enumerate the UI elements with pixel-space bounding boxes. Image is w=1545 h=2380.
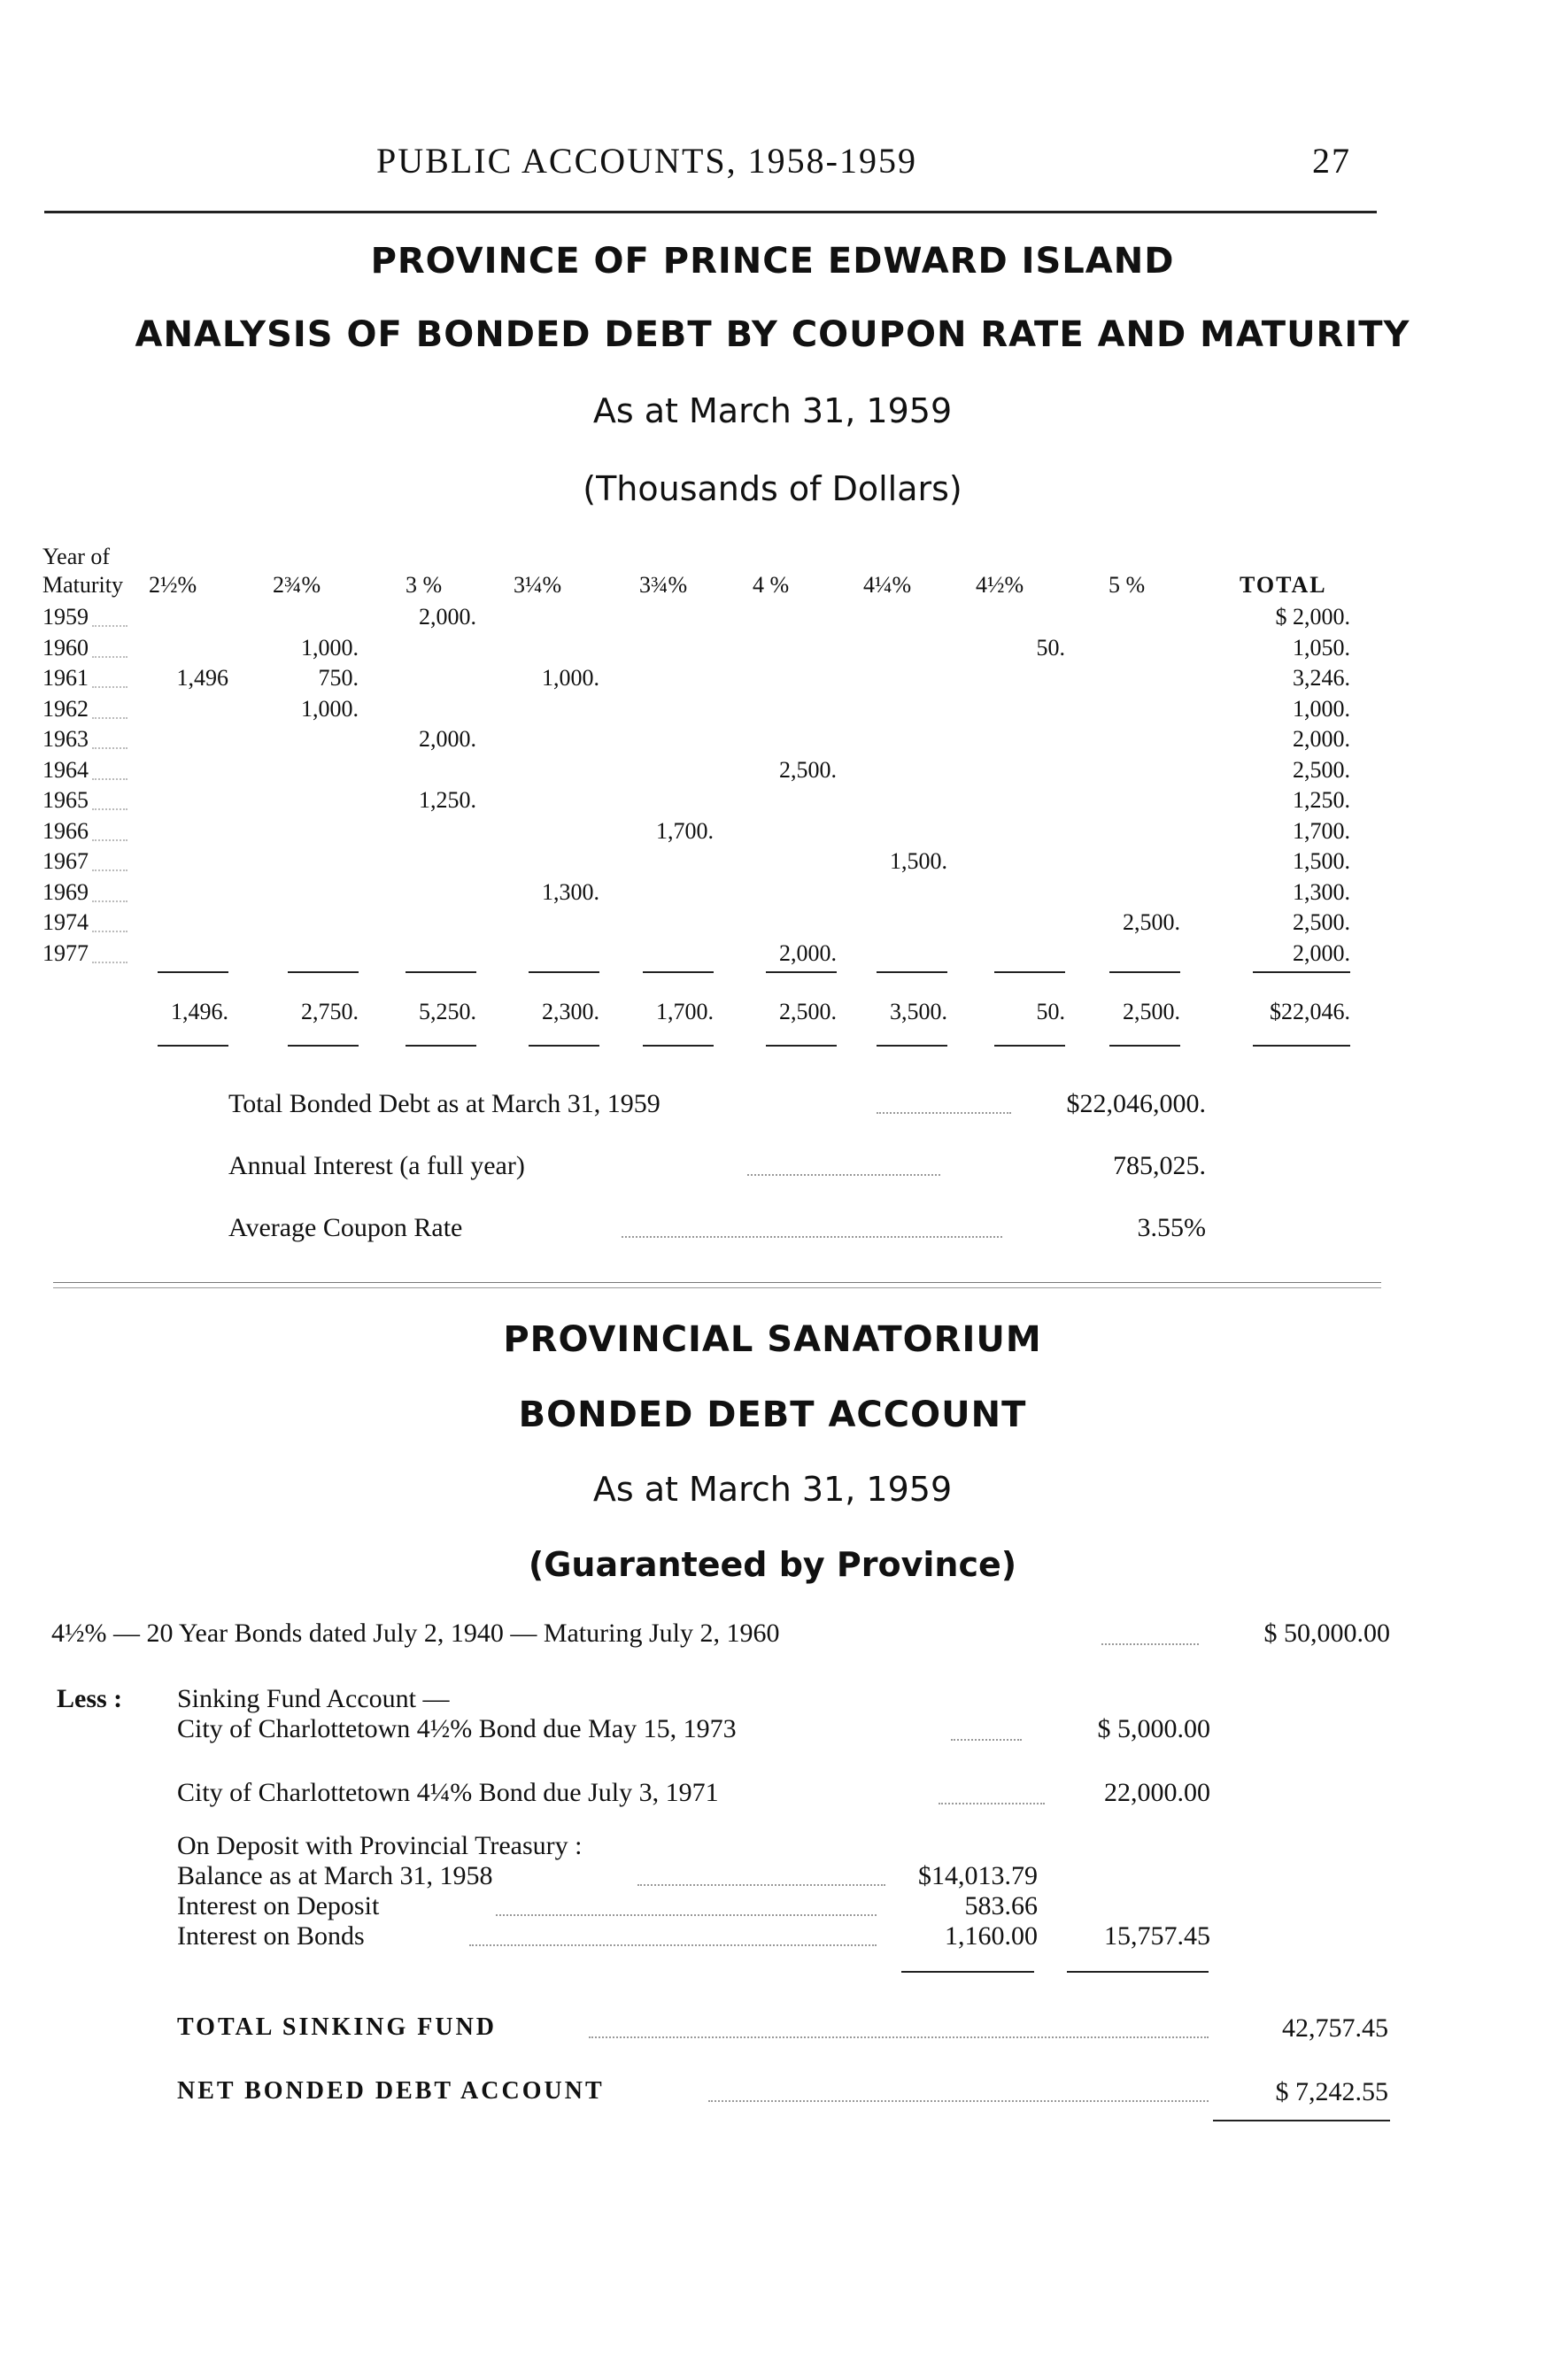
total-rule (766, 1045, 837, 1047)
table-cell: 2,500. (1123, 909, 1180, 935)
total-rule (877, 971, 947, 973)
table-cell: 2,500. (1293, 757, 1350, 783)
row-year: 1963 (42, 726, 89, 752)
sanatorium-title: PROVINCIAL SANATORIUM (503, 1319, 1042, 1360)
bonded-debt-account-title: BONDED DEBT ACCOUNT (518, 1395, 1027, 1435)
row-year: 1962 (42, 696, 89, 722)
dot-leader (92, 962, 127, 963)
column-header: TOTAL (1240, 572, 1327, 598)
total-rule (1109, 971, 1180, 973)
column-total: 2,500. (779, 999, 837, 1024)
table-cell: 2,000. (419, 726, 476, 752)
city-bond-2-value: 22,000.00 (1104, 1778, 1210, 1807)
table-cell: 2,000. (779, 940, 837, 966)
column-total: 2,300. (542, 999, 599, 1024)
dot-leader (92, 778, 127, 780)
row-year: 1965 (42, 787, 89, 813)
column-header: 3¾% (639, 572, 688, 598)
table-cell: 1,250. (419, 787, 476, 813)
dot-leader (747, 1174, 940, 1176)
total-sinking-fund-value: 42,757.45 (1282, 2013, 1388, 2043)
subtotal-rule (1067, 1971, 1209, 1973)
table-cell: 1,700. (656, 818, 714, 844)
row-year: 1961 (42, 665, 89, 691)
table-cell: 1,000. (1293, 696, 1350, 722)
table-cell: 50. (1036, 635, 1065, 661)
total-rule (288, 1045, 359, 1047)
average-coupon-rate-label: Average Coupon Rate (228, 1213, 463, 1242)
province-title: PROVINCE OF PRINCE EDWARD ISLAND (370, 241, 1175, 282)
dot-leader (92, 839, 127, 841)
dot-leader (92, 717, 127, 719)
column-total: $22,046. (1270, 999, 1350, 1024)
less-label: Less : (57, 1684, 123, 1713)
column-total: 3,500. (890, 999, 947, 1024)
balance-value: $14,013.79 (918, 1861, 1038, 1890)
total-bonded-debt-value: $22,046,000. (1066, 1089, 1206, 1118)
city-bond-1-label: City of Charlottetown 4½% Bond due May 15, 1973 (177, 1714, 737, 1743)
table-cell: 2,500. (779, 757, 837, 783)
dot-leader (637, 1884, 885, 1886)
total-rule (158, 1045, 228, 1047)
total-rule (158, 971, 228, 973)
total-rule (994, 971, 1065, 973)
dot-leader (92, 747, 127, 749)
dot-leader (92, 900, 127, 902)
table-cell: 2,500. (1293, 909, 1350, 935)
header-rule (44, 211, 1377, 213)
analysis-title: ANALYSIS OF BONDED DEBT BY COUPON RATE AND MATURITY (135, 314, 1410, 355)
net-bonded-debt-label: NET BONDED DEBT ACCOUNT (177, 2077, 605, 2105)
sinking-fund-label: Sinking Fund Account — (177, 1684, 450, 1713)
table-cell: 1,000. (301, 696, 359, 722)
total-rule (288, 971, 359, 973)
dot-leader (589, 2036, 1209, 2038)
column-total: 5,250. (419, 999, 476, 1024)
total-bonded-debt-label: Total Bonded Debt as at March 31, 1959 (228, 1089, 660, 1118)
total-rule (877, 1045, 947, 1047)
total-rule (643, 1045, 714, 1047)
bonds-description: 4½% — 20 Year Bonds dated July 2, 1940 — Maturing July 2, 1960 (51, 1619, 780, 1648)
row-year: 1960 (42, 635, 89, 661)
dot-leader (708, 2100, 1209, 2102)
dot-leader (951, 1739, 1022, 1741)
row-year: 1969 (42, 879, 89, 905)
row-year: 1974 (42, 909, 89, 935)
annual-interest-label: Annual Interest (a full year) (228, 1151, 525, 1180)
table-cell: 2,000. (419, 604, 476, 630)
total-rule (1109, 1045, 1180, 1047)
dot-leader (92, 656, 127, 658)
dot-leader (622, 1236, 1002, 1238)
table-cell: 1,250. (1293, 787, 1350, 813)
table-cell: 1,000. (542, 665, 599, 691)
total-rule (529, 1045, 599, 1047)
net-total-rule (1213, 2120, 1390, 2121)
section-divider (53, 1287, 1381, 1288)
year-of-label: Year of (42, 544, 111, 569)
table-cell: 1,496 (176, 665, 228, 691)
dot-leader (1101, 1643, 1199, 1645)
total-rule (406, 1045, 476, 1047)
table-cell: $ 2,000. (1275, 604, 1350, 630)
table-cell: 1,500. (1293, 848, 1350, 874)
annual-interest-value: 785,025. (1113, 1151, 1206, 1180)
total-rule (994, 1045, 1065, 1047)
column-total: 1,496. (171, 999, 228, 1024)
subtotal-rule (901, 1971, 1034, 1973)
column-total: 2,750. (301, 999, 359, 1024)
column-header: 4½% (976, 572, 1024, 598)
section-divider (53, 1282, 1381, 1283)
total-rule (766, 971, 837, 973)
total-sinking-fund-label: TOTAL SINKING FUND (177, 2013, 498, 2041)
guarantee-note: (Guaranteed by Province) (528, 1545, 1017, 1584)
column-header: 4 % (753, 572, 790, 598)
table-cell: 1,700. (1293, 818, 1350, 844)
row-year: 1967 (42, 848, 89, 874)
interest-on-deposit-value: 583.66 (964, 1891, 1038, 1920)
column-total: 1,700. (656, 999, 714, 1024)
dot-leader (92, 869, 127, 871)
dot-leader (92, 808, 127, 810)
net-bonded-debt-value: $ 7,242.55 (1275, 2077, 1388, 2106)
table-cell: 750. (318, 665, 359, 691)
table-cell: 1,000. (301, 635, 359, 661)
table-cell: 3,246. (1293, 665, 1350, 691)
dot-leader (496, 1914, 877, 1916)
dot-leader (469, 1944, 877, 1946)
average-coupon-rate-value: 3.55% (1137, 1213, 1206, 1242)
row-year: 1977 (42, 940, 89, 966)
deposit-label: On Deposit with Provincial Treasury : (177, 1831, 583, 1860)
column-header: 3 % (406, 572, 443, 598)
column-total: 2,500. (1123, 999, 1180, 1024)
page-number: 27 (1312, 141, 1351, 181)
dot-leader (92, 625, 127, 627)
table-cell: 1,050. (1293, 635, 1350, 661)
city-bond-2-label: City of Charlottetown 4¼% Bond due July 3, 1971 (177, 1778, 719, 1807)
total-rule (1253, 1045, 1350, 1047)
dot-leader (92, 931, 127, 932)
table-cell: 1,300. (1293, 879, 1350, 905)
dot-leader (939, 1803, 1045, 1804)
balance-label: Balance as at March 31, 1958 (177, 1861, 493, 1890)
deposit-total-value: 15,757.45 (1104, 1921, 1210, 1951)
city-bond-1-value: $ 5,000.00 (1097, 1714, 1210, 1743)
maturity-label: Maturity (42, 572, 123, 598)
sanatorium-date: As at March 31, 1959 (592, 1470, 953, 1509)
column-header: 2¾% (273, 572, 321, 598)
total-rule (529, 971, 599, 973)
interest-on-bonds-label: Interest on Bonds (177, 1921, 365, 1951)
column-header: 5 % (1109, 572, 1146, 598)
table-cell: 2,000. (1293, 726, 1350, 752)
column-header: 3¼% (514, 572, 562, 598)
column-total: 50. (1036, 999, 1065, 1024)
total-rule (643, 971, 714, 973)
column-header: 4¼% (863, 572, 912, 598)
table-cell: 1,300. (542, 879, 599, 905)
row-year: 1966 (42, 818, 89, 844)
column-header: 2½% (149, 572, 197, 598)
interest-on-bonds-value: 1,160.00 (945, 1921, 1038, 1951)
row-year: 1959 (42, 604, 89, 630)
thousands-note: (Thousands of Dollars) (583, 469, 962, 508)
table-cell: 1,500. (890, 848, 947, 874)
interest-on-deposit-label: Interest on Deposit (177, 1891, 380, 1920)
total-rule (1253, 971, 1350, 973)
bonds-value: $ 50,000.00 (1263, 1619, 1390, 1648)
table-cell: 2,000. (1293, 940, 1350, 966)
total-rule (406, 971, 476, 973)
row-year: 1964 (42, 757, 89, 783)
as-at-date: As at March 31, 1959 (592, 391, 953, 430)
page-header-title: PUBLIC ACCOUNTS, 1958-1959 (376, 141, 917, 181)
